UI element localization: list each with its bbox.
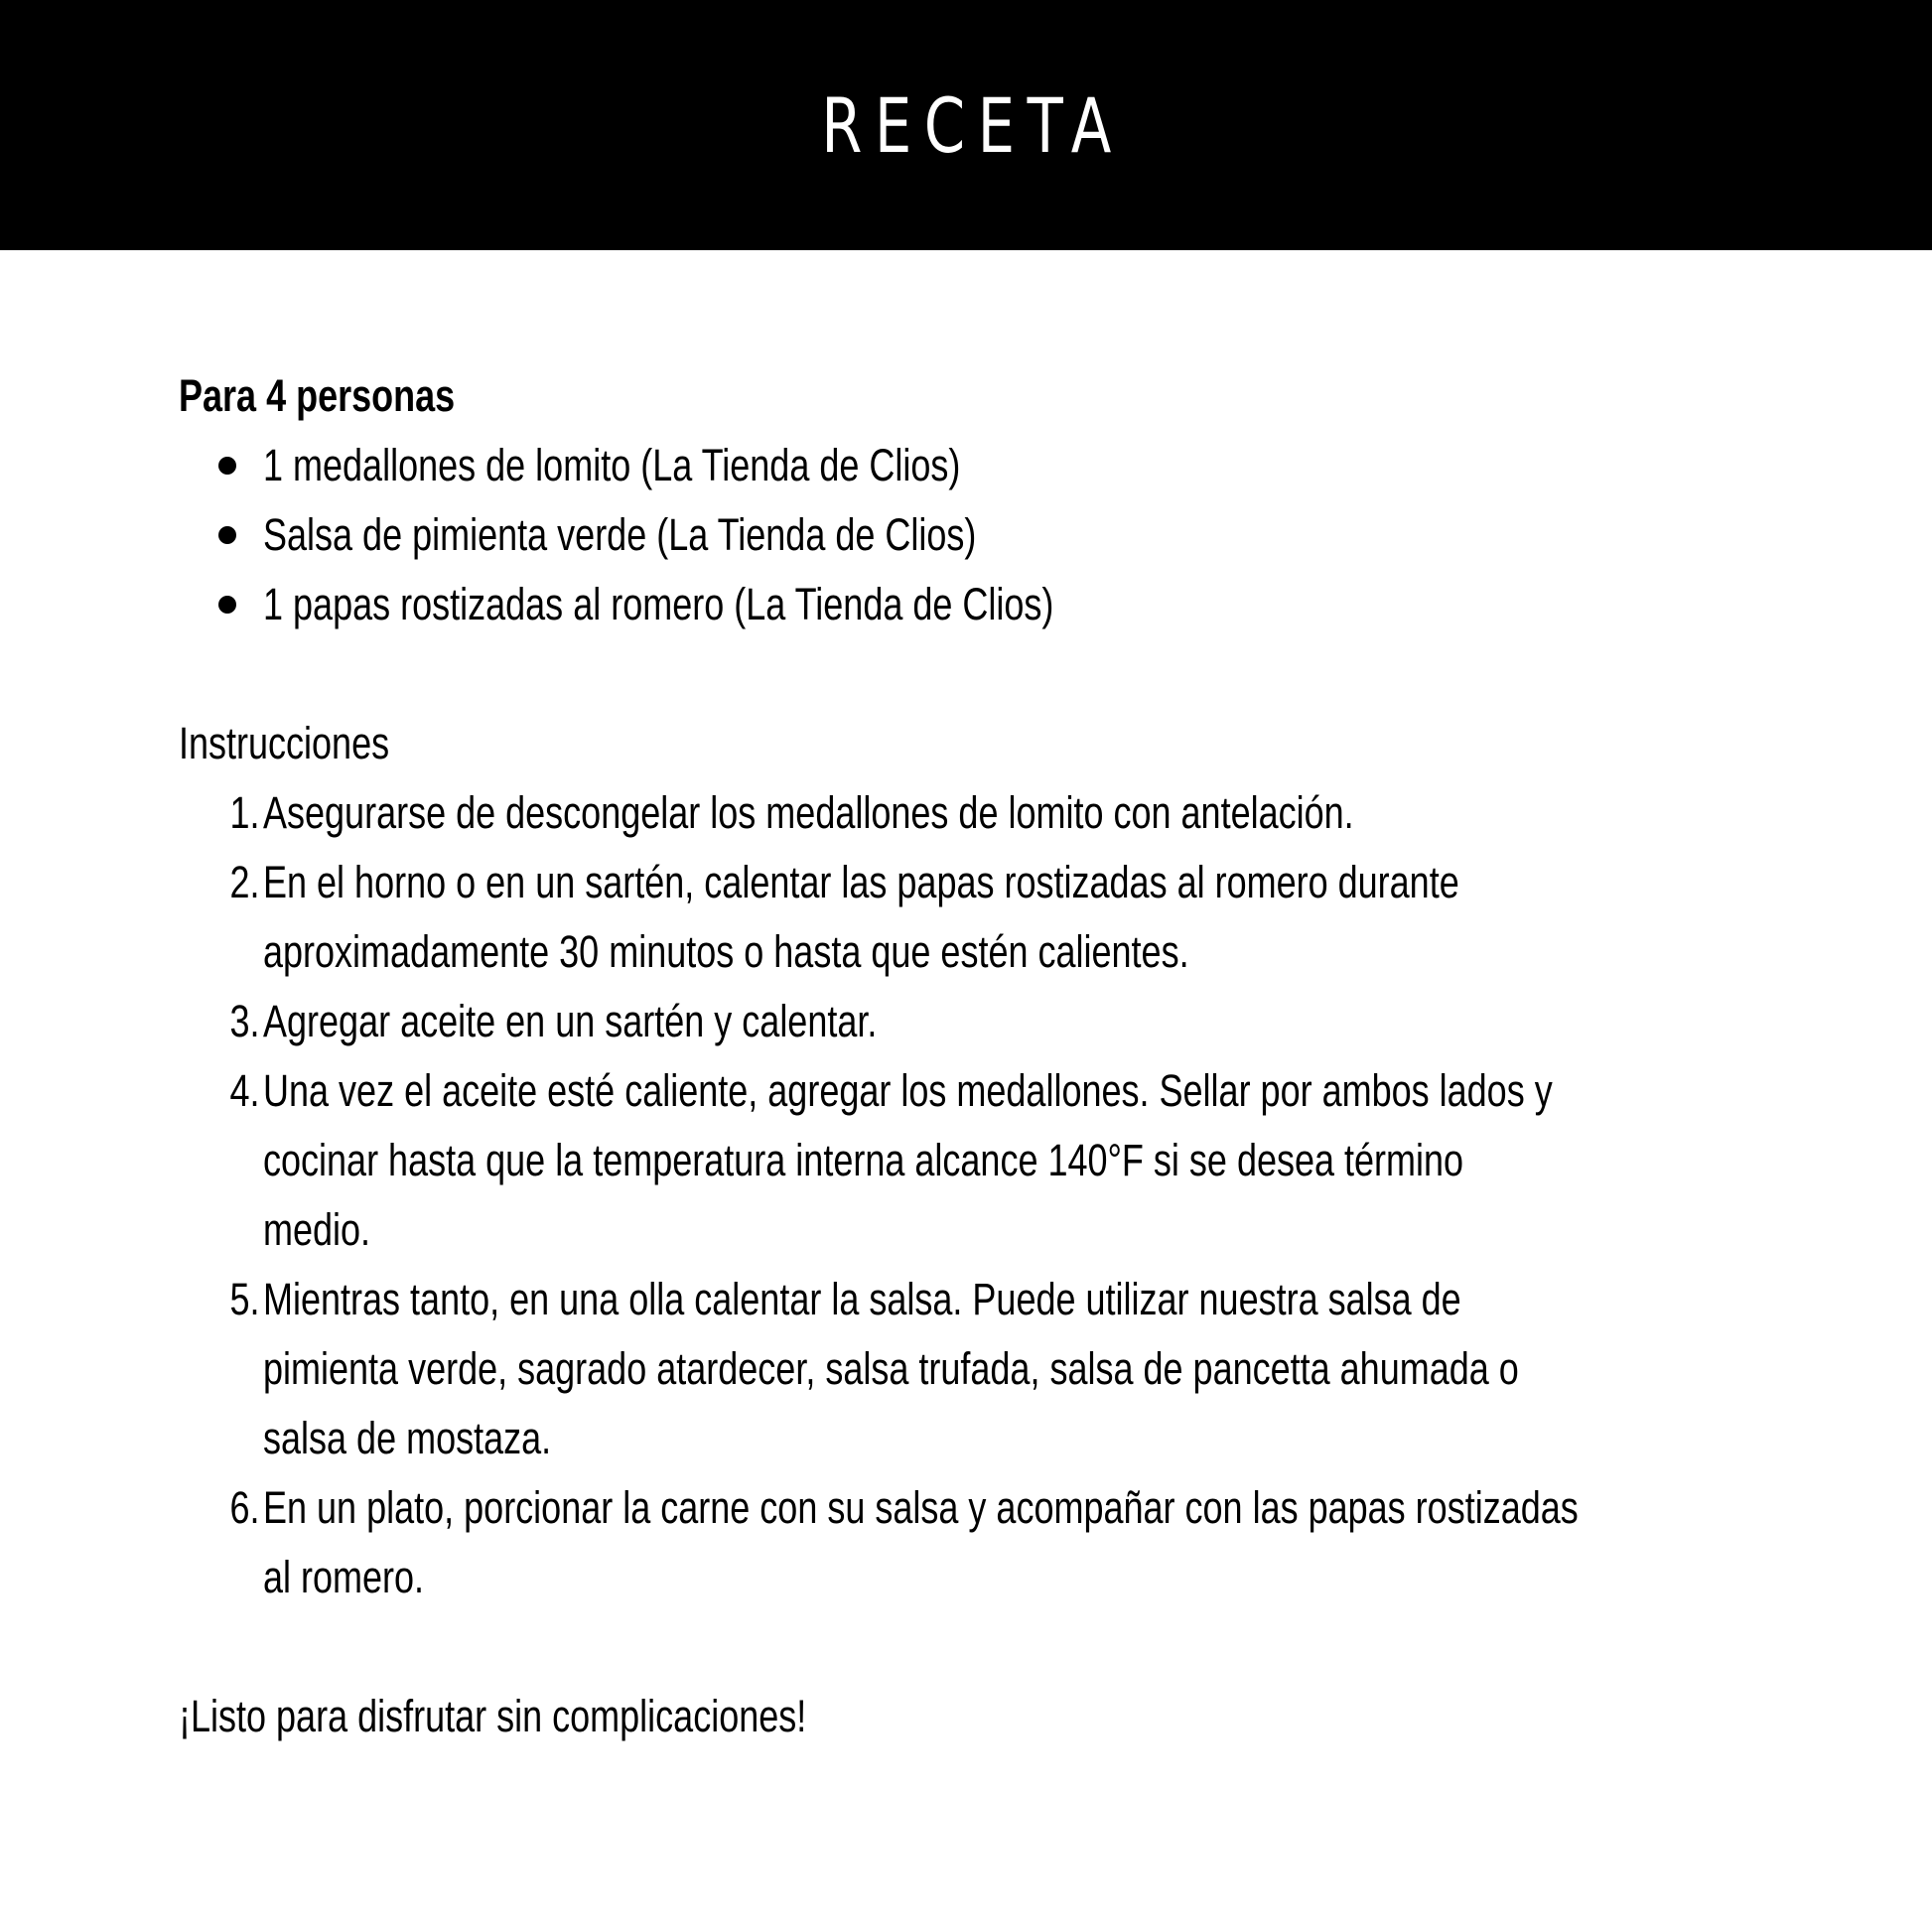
header-bar: [0, 0, 1932, 250]
list-item: [179, 431, 1807, 500]
page-title: RECETA: [820, 80, 1124, 170]
closing-text: ¡Listo para disfrutar sin complicaciones!: [179, 1691, 807, 1741]
step-number: [179, 778, 260, 848]
list-item: [179, 1265, 1807, 1473]
step-text: Una vez el aceite esté caliente, agregar los medallones. Sellar por ambos lados y: [263, 1065, 1553, 1116]
step-number-text: 4.: [229, 1065, 260, 1116]
step-number: [179, 1473, 260, 1543]
step-text: En un plato, porcionar la carne con su salsa y acompañar con las papas rostizadas: [263, 1482, 1579, 1533]
list-item: [179, 848, 1807, 987]
ingredient-text: Salsa de pimienta verde (La Tienda de Clios): [263, 509, 977, 560]
step-text: En el horno o en un sartén, calentar las papas rostizadas al romero durante: [263, 857, 1459, 907]
servings-heading: [179, 361, 1807, 431]
ingredients-list: [179, 431, 1807, 639]
step-text: Asegurarse de descongelar los medallones de lomito con antelación.: [263, 787, 1354, 838]
step-number-text: 5.: [229, 1274, 260, 1324]
step-text: Agregar aceite en un sartén y calentar.: [263, 996, 878, 1046]
step-number-text: 6.: [229, 1482, 260, 1533]
step-number: [179, 987, 260, 1056]
step-text: cocinar hasta que la temperatura interna alcance 140°F si se desea término: [263, 1135, 1464, 1185]
list-item: [179, 1056, 1807, 1265]
step-number: [179, 1265, 260, 1334]
servings-text: Para 4 personas: [179, 370, 456, 421]
step-text: aproximadamente 30 minutos o hasta que estén calientes.: [263, 926, 1189, 977]
instructions-heading: [179, 709, 1807, 778]
closing-line: [179, 1682, 1807, 1751]
step-number: [179, 1056, 260, 1126]
bullet-icon: [218, 526, 236, 544]
list-item: [179, 778, 1807, 848]
step-text: salsa de mostaza.: [263, 1413, 552, 1463]
list-item: [179, 987, 1807, 1056]
step-number-text: 3.: [229, 996, 260, 1046]
recipe-content: [179, 361, 1807, 1751]
list-item: [179, 1473, 1807, 1612]
list-item: [179, 500, 1807, 570]
bullet-icon: [218, 596, 236, 614]
step-text: pimienta verde, sagrado atardecer, salsa trufada, salsa de pancetta ahumada o: [263, 1343, 1519, 1394]
instructions-list: [179, 778, 1807, 1612]
ingredient-text: 1 papas rostizadas al romero (La Tienda de Clios): [263, 579, 1054, 629]
step-number-text: 2.: [229, 857, 260, 907]
spacer: [179, 639, 1807, 709]
step-number-text: 1.: [229, 787, 260, 838]
list-item: [179, 570, 1807, 639]
instructions-heading-text: Instrucciones: [179, 718, 390, 768]
step-text: Mientras tanto, en una olla calentar la salsa. Puede utilizar nuestra salsa de: [263, 1274, 1461, 1324]
bullet-icon: [218, 457, 236, 475]
ingredient-text: 1 medallones de lomito (La Tienda de Clios): [263, 440, 961, 490]
step-text: medio.: [263, 1204, 371, 1255]
step-number: [179, 848, 260, 917]
spacer: [179, 1612, 1807, 1682]
step-text: al romero.: [263, 1552, 425, 1602]
